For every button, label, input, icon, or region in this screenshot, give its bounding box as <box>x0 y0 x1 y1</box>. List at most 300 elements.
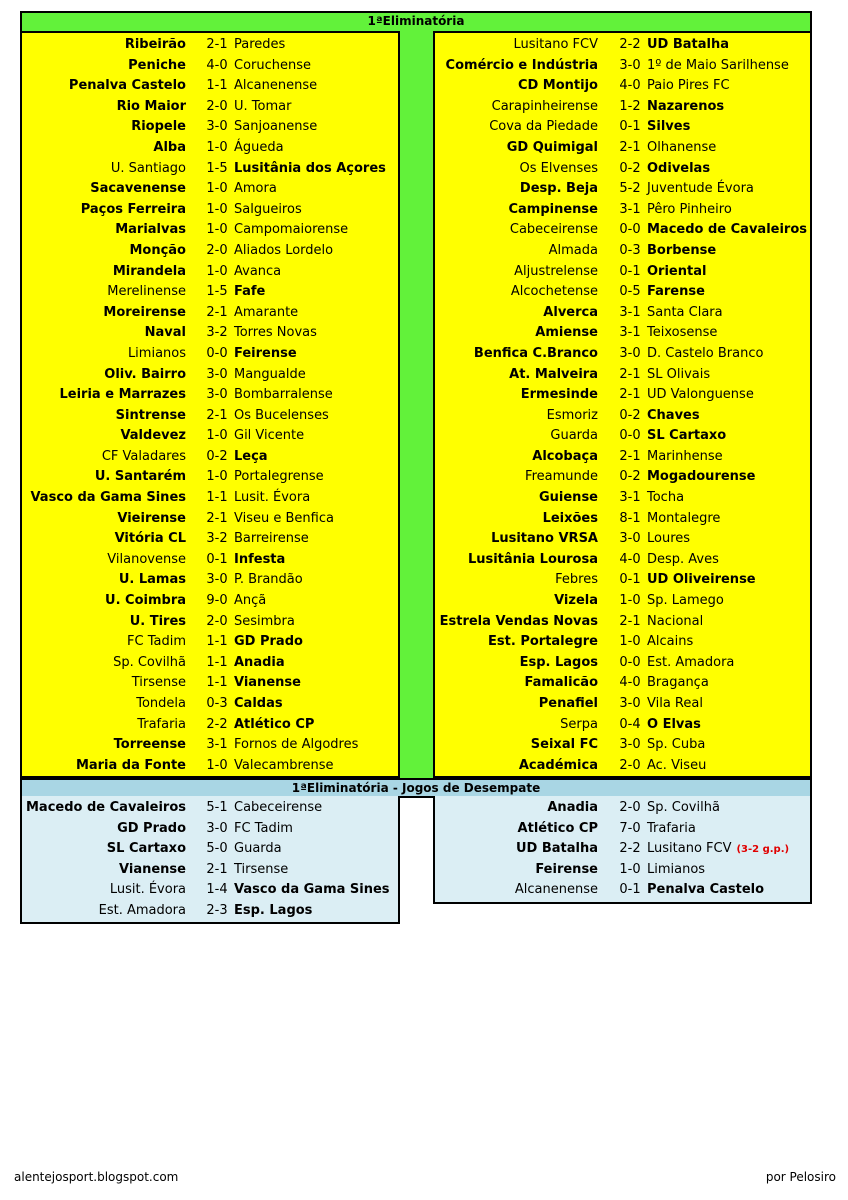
match-row <box>22 97 398 118</box>
home-team: Alcobaça <box>532 448 598 464</box>
match-row <box>435 220 810 241</box>
match-score: 1-1 <box>206 490 228 506</box>
away-team <box>647 181 754 196</box>
home-team: Académica <box>518 757 598 773</box>
match-score: 0-0 <box>619 654 641 670</box>
away-team <box>234 305 298 320</box>
match-score: 3-0 <box>619 737 641 753</box>
away-team-name: Torres Novas <box>234 325 317 341</box>
away-team <box>234 572 303 587</box>
away-team-name: Sp. Covilhã <box>647 800 720 815</box>
away-team-name: Juventude Évora <box>647 181 754 197</box>
round-title: 1ªEliminatória <box>20 11 812 31</box>
away-team <box>234 325 317 340</box>
match-score: 2-2 <box>206 716 228 732</box>
match-row <box>435 819 810 840</box>
right-results-panel <box>433 31 812 778</box>
home-team: Limianos <box>127 345 186 361</box>
match-score: 3-1 <box>619 201 641 217</box>
match-row <box>435 159 810 180</box>
away-team-name: Anadia <box>234 654 285 670</box>
match-score: 3-0 <box>619 345 641 361</box>
home-team: Amiense <box>535 325 598 341</box>
match-score: 0-4 <box>619 716 641 732</box>
away-team-name: Sp. Cuba <box>647 737 706 753</box>
match-row <box>435 262 810 283</box>
match-row <box>22 653 398 674</box>
match-score: 3-0 <box>206 387 228 403</box>
match-row <box>22 715 398 736</box>
away-team-name: Portalegrense <box>234 469 324 485</box>
match-score: 2-0 <box>619 757 641 773</box>
match-row <box>22 447 398 468</box>
away-team <box>234 243 333 258</box>
home-team: Carapinheirense <box>491 98 598 114</box>
match-row <box>435 694 810 715</box>
away-team-name: Leça <box>234 448 268 464</box>
match-score: 2-1 <box>206 407 228 423</box>
away-team-name: Chaves <box>647 407 700 423</box>
home-team: UD Batalha <box>515 841 598 857</box>
match-score: 2-1 <box>619 139 641 155</box>
match-score: 1-0 <box>206 757 228 773</box>
home-team: Esmoriz <box>546 407 598 423</box>
away-team-name: Oriental <box>647 263 707 279</box>
home-team: Sp. Covilhã <box>113 654 186 670</box>
home-team: Atlético CP <box>517 820 598 836</box>
match-score: 1-0 <box>206 181 228 197</box>
match-score: 1-0 <box>206 469 228 485</box>
away-team <box>234 841 282 856</box>
away-team-name: FC Tadim <box>234 820 293 836</box>
match-score: 2-1 <box>206 304 228 320</box>
match-score: 1-0 <box>619 861 641 877</box>
match-score: 5-2 <box>619 181 641 197</box>
match-row <box>22 282 398 303</box>
away-team-name: Feirense <box>234 345 297 361</box>
away-team-name: Aliados Lordelo <box>234 242 334 258</box>
away-team-name: 1º de Maio Sarilhense <box>647 57 789 73</box>
home-team: Vasco da Gama Sines <box>30 490 186 506</box>
home-team: Anadia <box>547 800 598 815</box>
away-team <box>234 593 266 608</box>
away-team <box>234 428 304 443</box>
match-row <box>435 365 810 386</box>
match-row <box>22 550 398 571</box>
home-team: Lusit. Évora <box>109 882 186 898</box>
match-row <box>22 694 398 715</box>
match-score: 1-0 <box>619 593 641 609</box>
home-team: U. Tires <box>129 613 186 629</box>
match-row <box>435 798 810 819</box>
match-row <box>22 673 398 694</box>
match-score: 0-2 <box>206 448 228 464</box>
away-team <box>647 264 706 279</box>
away-team <box>647 634 693 649</box>
match-score: 0-5 <box>619 284 641 300</box>
away-team-name: Os Bucelenses <box>234 407 329 423</box>
home-team: Sacavenense <box>90 181 186 197</box>
home-team: Guiense <box>538 490 598 506</box>
home-team: Mirandela <box>112 263 186 279</box>
home-team: Alcanenense <box>514 882 598 898</box>
home-team: CF Valadares <box>101 448 186 464</box>
home-team: Cova da Piedade <box>489 119 598 135</box>
away-team <box>234 800 322 815</box>
away-team <box>647 161 710 176</box>
home-team: Sintrense <box>115 407 186 423</box>
home-team: Maria da Fonte <box>75 757 186 773</box>
match-row <box>22 385 398 406</box>
away-team <box>234 655 285 670</box>
home-team: U. Coimbra <box>105 593 186 609</box>
match-row <box>22 529 398 550</box>
match-row <box>435 715 810 736</box>
match-score: 7-0 <box>619 820 641 836</box>
away-team <box>234 531 309 546</box>
away-team-name: Sp. Lamego <box>647 593 724 609</box>
match-score: 3-1 <box>619 304 641 320</box>
away-team-name: Silves <box>647 119 691 135</box>
away-team <box>647 511 720 526</box>
match-score: 3-1 <box>619 325 641 341</box>
home-team: Alcochetense <box>510 284 598 300</box>
home-team: Cabeceirense <box>509 222 598 238</box>
away-team-name: Gil Vicente <box>234 428 305 444</box>
match-score: 1-1 <box>206 654 228 670</box>
match-row <box>435 529 810 550</box>
away-team <box>647 841 789 856</box>
match-row <box>435 117 810 138</box>
match-row <box>22 303 398 324</box>
match-score: 2-1 <box>206 510 228 526</box>
away-team <box>234 202 302 217</box>
home-team: Serpa <box>560 716 598 732</box>
tiebreak-title: 1ªEliminatória - Jogos de Desempate <box>20 778 812 798</box>
match-score: 2-0 <box>206 242 228 258</box>
away-team <box>647 737 705 752</box>
match-score: 4-0 <box>619 78 641 94</box>
match-row <box>435 756 810 777</box>
away-team <box>647 243 716 258</box>
away-team <box>234 78 317 93</box>
match-row <box>22 35 398 56</box>
match-score: 0-2 <box>619 469 641 485</box>
home-team: U. Santarém <box>94 469 186 485</box>
home-team: Penalva Castelo <box>68 78 186 94</box>
away-team <box>647 37 729 52</box>
home-team: Vizela <box>554 593 598 609</box>
away-team <box>234 449 268 464</box>
match-row <box>22 798 398 819</box>
match-row <box>435 323 810 344</box>
home-team: Valdevez <box>120 428 186 444</box>
away-team <box>647 346 763 361</box>
match-score: 0-2 <box>619 407 641 423</box>
match-row <box>22 262 398 283</box>
match-score: 2-2 <box>619 841 641 857</box>
match-row <box>22 632 398 653</box>
away-team <box>647 675 709 690</box>
away-team-name: Loures <box>647 531 691 547</box>
away-team-name: SL Cartaxo <box>647 428 727 444</box>
match-row <box>22 839 398 860</box>
away-team <box>647 758 706 773</box>
away-team-name: D. Castelo Branco <box>647 345 764 361</box>
away-team <box>234 99 291 114</box>
home-team: Tondela <box>136 696 186 711</box>
match-row <box>22 365 398 386</box>
away-team-name: UD Valonguense <box>647 387 754 403</box>
home-team: Leixões <box>542 510 598 526</box>
home-team: FC Tadim <box>127 634 186 650</box>
match-score: 4-0 <box>619 551 641 567</box>
match-score: 1-0 <box>619 634 641 650</box>
away-team-name: Atlético CP <box>234 716 315 732</box>
away-team-name: Valecambrense <box>234 757 334 773</box>
away-team-name: Santa Clara <box>647 304 723 320</box>
match-score: 2-1 <box>619 613 641 629</box>
home-team: Desp. Beja <box>519 181 598 197</box>
away-team-name: Lusitânia dos Açores <box>234 160 386 176</box>
match-score: 1-1 <box>206 634 228 650</box>
tiebreak-left-panel <box>20 796 400 924</box>
home-team: U. Lamas <box>118 572 186 588</box>
match-score: 0-1 <box>619 572 641 588</box>
match-score: 3-1 <box>619 490 641 506</box>
away-team-name: Vianense <box>234 675 301 691</box>
away-team <box>647 552 719 567</box>
away-team <box>234 37 285 52</box>
match-score: 0-1 <box>619 882 641 898</box>
match-score: 2-2 <box>619 37 641 52</box>
match-row <box>22 159 398 180</box>
away-team <box>234 408 329 423</box>
home-team: Penafiel <box>538 696 598 711</box>
match-row <box>22 179 398 200</box>
match-row <box>435 179 810 200</box>
home-team: Est. Portalegre <box>488 634 598 650</box>
away-team-name: Vila Real <box>647 696 703 711</box>
match-score: 3-1 <box>206 737 228 753</box>
away-team <box>647 717 701 732</box>
home-team: Guarda <box>550 428 598 444</box>
match-row <box>435 509 810 530</box>
away-team <box>234 58 311 73</box>
away-team <box>234 552 285 567</box>
tiebreak-right-panel <box>433 796 812 904</box>
away-team <box>234 862 288 877</box>
away-team <box>647 800 720 815</box>
home-team: Macedo de Cavaleiros <box>25 800 186 815</box>
home-team: Os Elvenses <box>519 160 598 176</box>
match-score: 3-0 <box>206 820 228 836</box>
match-row <box>22 591 398 612</box>
away-team <box>234 634 303 649</box>
home-team: Vitória CL <box>114 531 186 547</box>
away-team-name: Amarante <box>234 304 299 320</box>
match-row <box>435 839 810 860</box>
home-team: Vilanovense <box>107 551 186 567</box>
away-team <box>647 531 690 546</box>
away-team <box>234 717 314 732</box>
home-team: U. Santiago <box>110 160 186 176</box>
match-score: 5-0 <box>206 841 228 857</box>
match-row <box>22 819 398 840</box>
match-row <box>435 632 810 653</box>
away-team-name: Olhanense <box>647 139 717 155</box>
match-row <box>22 56 398 77</box>
match-score: 4-0 <box>206 57 228 73</box>
match-score: 1-0 <box>206 222 228 238</box>
match-row <box>22 901 398 922</box>
home-team: Febres <box>555 572 598 588</box>
home-team: Almada <box>548 242 598 258</box>
match-row <box>22 570 398 591</box>
away-team-name: Bombarralense <box>234 387 333 403</box>
match-score: 0-0 <box>619 222 641 238</box>
away-team-name: Nacional <box>647 613 704 629</box>
match-row <box>435 385 810 406</box>
match-score: 1-5 <box>206 160 228 176</box>
match-score: 2-1 <box>206 37 228 52</box>
home-team: SL Cartaxo <box>106 841 186 857</box>
match-row <box>22 117 398 138</box>
match-row <box>435 138 810 159</box>
away-team <box>234 284 265 299</box>
match-score: 1-1 <box>206 675 228 691</box>
home-team: Aljustrelense <box>514 263 598 279</box>
away-team-name: UD Oliveirense <box>647 572 756 588</box>
away-team-name: Teixosense <box>647 325 718 341</box>
match-score: 0-2 <box>619 160 641 176</box>
away-team <box>234 614 295 629</box>
away-team <box>647 305 723 320</box>
away-team <box>647 696 703 711</box>
home-team: Alba <box>153 139 186 155</box>
match-score: 0-1 <box>619 263 641 279</box>
away-team-name: Sanjoanense <box>234 119 318 135</box>
away-team-name: Lusit. Évora <box>234 490 311 506</box>
match-row <box>22 612 398 633</box>
away-team-name: Barreirense <box>234 531 309 547</box>
match-row <box>22 200 398 221</box>
match-row <box>22 860 398 881</box>
home-team: Leiria e Marrazes <box>59 387 186 403</box>
away-team <box>647 449 723 464</box>
home-team: Estrela Vendas Novas <box>439 613 598 629</box>
away-team-name: Campomaiorense <box>234 222 349 238</box>
away-team <box>647 593 724 608</box>
away-team <box>647 222 807 237</box>
match-score: 3-0 <box>619 531 641 547</box>
home-team: Ermesinde <box>520 387 598 403</box>
home-team: Seixal FC <box>530 737 598 753</box>
left-results-panel <box>20 31 400 778</box>
home-team: Esp. Lagos <box>519 654 598 670</box>
away-team <box>647 862 705 877</box>
away-team-name: P. Brandão <box>234 572 303 588</box>
away-team-name: Borbense <box>647 242 717 258</box>
away-team <box>234 140 284 155</box>
away-team <box>647 99 724 114</box>
home-team: CD Montijo <box>517 78 598 94</box>
home-team: Marialvas <box>115 222 186 238</box>
match-score: 0-1 <box>206 551 228 567</box>
away-team <box>647 882 764 897</box>
home-team: Lusitânia Lourosa <box>467 551 598 567</box>
match-score: 3-0 <box>206 572 228 588</box>
away-team <box>647 140 716 155</box>
home-team: Lusitano VRSA <box>491 531 598 547</box>
away-team <box>234 903 312 918</box>
match-row <box>435 735 810 756</box>
match-score: 1-0 <box>206 201 228 217</box>
match-row <box>435 303 810 324</box>
away-team <box>234 346 297 361</box>
match-score: 0-0 <box>619 428 641 444</box>
match-score: 3-0 <box>619 57 641 73</box>
away-team <box>234 490 310 505</box>
away-team <box>647 58 789 73</box>
match-score: 2-3 <box>206 902 228 918</box>
away-team-name: Mogadourense <box>647 469 756 485</box>
match-row <box>435 550 810 571</box>
match-row <box>435 76 810 97</box>
home-team: Oliv. Bairro <box>104 366 186 382</box>
away-team <box>647 408 700 423</box>
match-row <box>435 200 810 221</box>
match-row <box>435 860 810 881</box>
home-team: Merelinense <box>107 284 186 300</box>
away-team <box>234 469 324 484</box>
away-team-name: Tirsense <box>234 861 289 877</box>
match-score: 2-1 <box>619 387 641 403</box>
match-score: 1-4 <box>206 882 228 898</box>
away-team <box>647 284 705 299</box>
away-team <box>234 737 358 752</box>
home-team: Naval <box>144 325 186 341</box>
away-team-name: Vasco da Gama Sines <box>234 882 390 898</box>
away-team <box>647 202 732 217</box>
away-team-name: Coruchense <box>234 57 312 73</box>
home-team: Paços Ferreira <box>80 201 186 217</box>
match-score: 2-0 <box>206 613 228 629</box>
home-team: Riopele <box>131 119 186 135</box>
home-team: Est. Amadora <box>98 902 186 918</box>
away-team <box>234 367 306 382</box>
match-score: 2-1 <box>206 861 228 877</box>
match-row <box>435 880 810 901</box>
match-score: 0-3 <box>619 242 641 258</box>
away-team-name: Salgueiros <box>234 201 302 217</box>
match-row <box>22 220 398 241</box>
away-team-name: Viseu e Benfica <box>234 510 334 526</box>
away-team-name: Esp. Lagos <box>234 902 313 918</box>
match-score: 1-0 <box>206 428 228 444</box>
home-team: Rio Maior <box>116 98 186 114</box>
away-team <box>234 696 283 711</box>
home-team: Famalicão <box>524 675 598 691</box>
away-team <box>234 222 348 237</box>
match-row <box>22 76 398 97</box>
match-score: 3-0 <box>206 366 228 382</box>
match-row <box>22 467 398 488</box>
match-row <box>435 591 810 612</box>
match-row <box>435 406 810 427</box>
match-score: 2-1 <box>619 448 641 464</box>
match-score: 9-0 <box>206 593 228 609</box>
